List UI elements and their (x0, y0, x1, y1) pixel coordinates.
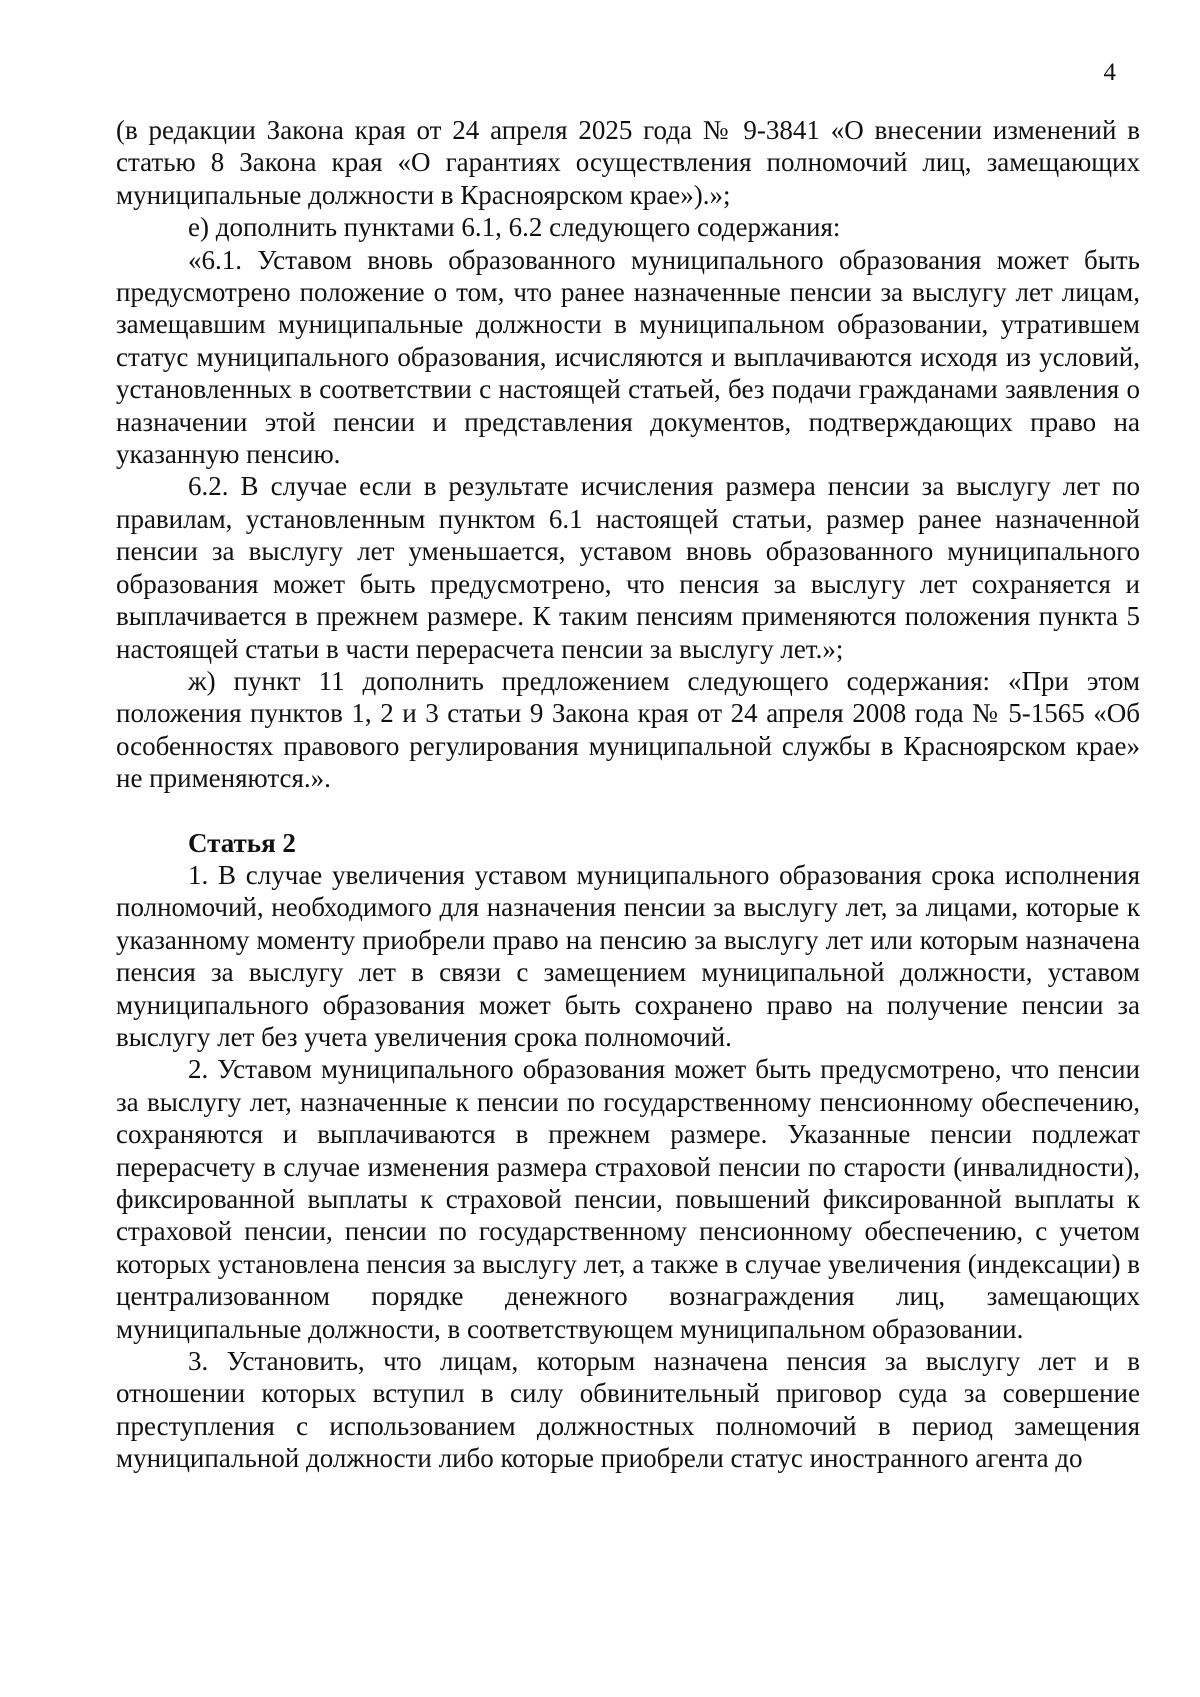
paragraph-article-2-point-2: 2. Уставом муниципального образования может быть предусмотрено, что пенсии за выслугу лет, назначенные к пенсии по государственному пенсионному обеспечению, сохраняются и выплачиваются в прежнем размере. Указанные пенсии подлежат перерасчету в случае изменения размера страховой пенсии по старости (инвалидности), фиксированной выплаты к страховой пенсии, повышений фиксированной выплаты к страховой пенсии, пенсии по государственному пенсионному обеспечению, с учетом которых установлена пенсия за выслугу лет, а также в случае увеличения (индексации) в централизованном порядке денежного вознаграждения лиц, замещающих муниципальные должности, в соответствующем муниципальном образовании. (116, 1054, 1140, 1344)
paragraph-article-2-point-3: 3. Установить, что лицам, которым назначена пенсия за выслугу лет и в отношении которых вступил в силу обвинительный приговор суда за совершение преступления с использованием должностных полномочий в период замещения муниципальной должности либо которые приобрели статус иностранного агента до (116, 1346, 1140, 1474)
document-body (116, 114, 1140, 1475)
paragraph-item-zh: ж) пункт 11 дополнить предложением следующего содержания: «При этом положения пунктов 1, 2 и 3 статьи 9 Закона края от 24 апреля 2008 года № 5-1565 «Об особенностях правового регулирования муниципальной службы в Красноярском крае» не применяются.». (116, 665, 1140, 794)
paragraph-item-e: е) дополнить пунктами 6.1, 6.2 следующего содержания: (188, 212, 841, 243)
paragraph-article-2-point-1: 1. В случае увеличения уставом муниципального образования срока исполнения полномочий, необходимого для назначения пенсии за выслугу лет, за лицами, которые к указанному моменту приобрели право на пенсию за выслугу лет или которым назначена пенсия за выслугу лет в связи с замещением муниципальной должности, уставом муниципального образования может быть сохранено право на получение пенсии за выслугу лет без учета увеличения срока полномочий. (116, 859, 1140, 1052)
paragraph-point-6-1: «6.1. Уставом вновь образованного муниципального образования может быть предусмотрено положение о том, что ранее назначенные пенсии за выслугу лет лицам, замещавшим муниципальные должности в муниципальном образовании, утратившем статус муниципального образования, исчисляются и выплачиваются исходя из условий, установленных в соответствии с настоящей статьей, без подачи гражданами заявления о назначении этой пенсии и представления документов, подтверждающих право на указанную пенсию. (116, 244, 1140, 470)
paragraph-point-6-2: 6.2. В случае если в результате исчисления размера пенсии за выслугу лет по правилам, установленным пунктом 6.1 настоящей статьи, размер ранее назначенной пенсии за выслугу лет уменьшается, уставом вновь образованного муниципального образования может быть предусмотрено, что пенсия за выслугу лет сохраняется и выплачивается в прежнем размере. К таким пенсиям применяются положения пункта 5 настоящей статьи в части перерасчета пенсии за выслугу лет.»; (116, 471, 1140, 664)
article-heading: Статья 2 (188, 827, 296, 858)
paragraph-amendment-reference: (в редакции Закона края от 24 апреля 2025 года № 9-3841 «О внесении изменений в статью 8 Закона края «О гарантиях осуществления полномочий лиц, замещающих муниципальные должности в Красноярском крае»).»; (116, 115, 1140, 210)
page-number: 4 (1103, 59, 1116, 86)
